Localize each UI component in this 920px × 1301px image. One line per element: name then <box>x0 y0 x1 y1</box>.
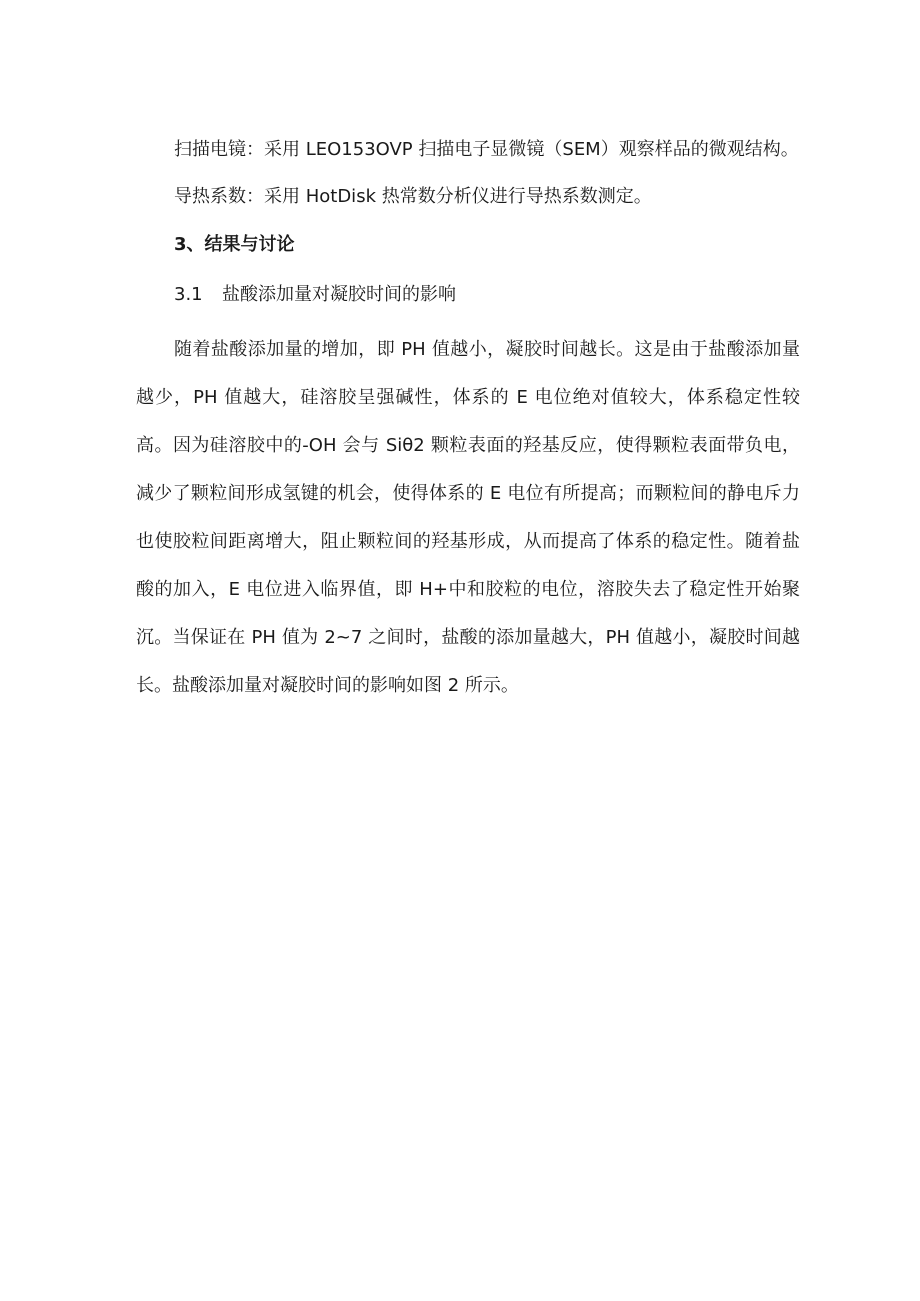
subsection-heading <box>174 283 456 307</box>
sem-method-line: 扫描电镜：采用 LEO153OVP 扫描电子显微镜（SEM）观察样品的微观结构。 <box>174 139 799 160</box>
subsection-number: 3.1 <box>174 284 203 305</box>
subsection-title: 盐酸添加量对凝胶时间的影响 <box>222 284 456 305</box>
body-paragraph: 随着盐酸添加量的增加，即 PH 值越小，凝胶时间越长。这是由于盐酸添加量越少，PH 值越大，硅溶胶呈强碱性，体系的 E 电位绝对值较大，体系稳定性较高。因为硅溶胶中的-OH 会与 Siθ2 颗粒表面的羟基反应，使得颗粒表面带负电，减少了颗粒间形成氢键的机会，使得体系的 E 电位有所提高；而颗粒间的静电斥力也使胶粒间距离增大，阻止颗粒间的羟基形成，从而提高了体系的稳定性。随着盐酸的加入，E 电位进入临界值，即 H+中和胶粒的电位，溶胶失去了稳定性开始聚沉。当保证在 PH 值为 2~7 之间时，盐酸的添加量越大，PH 值越小，凝胶时间越长。盐酸添加量对凝胶时间的影响如图 2 所示。 <box>136 339 800 696</box>
thermal-conductivity-line: 导热系数：采用 HotDisk 热常数分析仪进行导热系数测定。 <box>174 186 652 207</box>
section-heading: 3、结果与讨论 <box>174 234 295 255</box>
